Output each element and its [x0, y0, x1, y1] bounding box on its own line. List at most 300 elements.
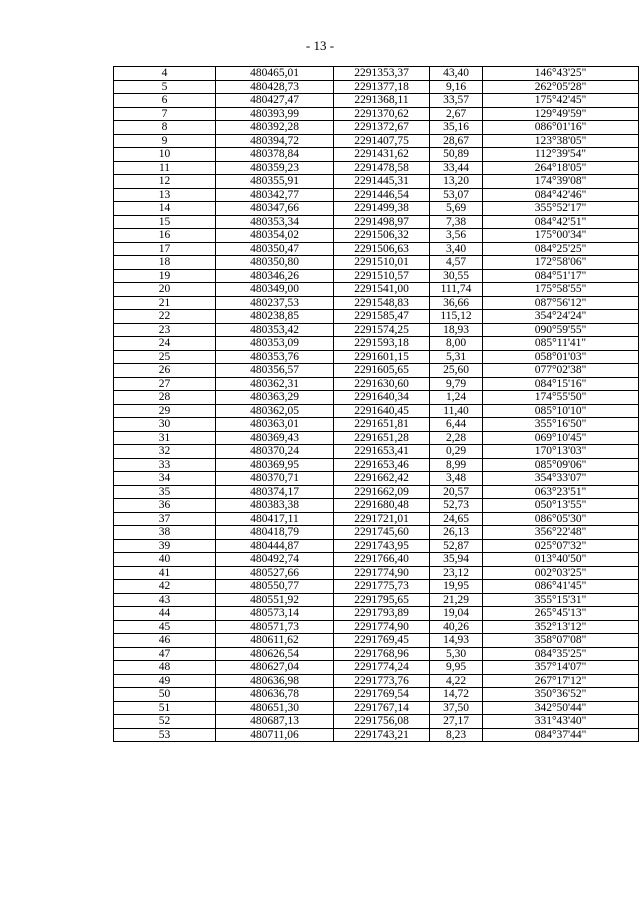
bearing-cell: 129°49'59" — [483, 107, 639, 121]
x-coordinate-cell: 480353,34 — [216, 215, 334, 229]
y-coordinate-cell: 2291767,14 — [334, 701, 430, 715]
bearing-cell: 264°18'05" — [483, 161, 639, 175]
point-number-cell: 46 — [114, 634, 216, 648]
y-coordinate-cell: 2291498,97 — [334, 215, 430, 229]
point-number-cell: 22 — [114, 310, 216, 324]
y-coordinate-cell: 2291431,62 — [334, 148, 430, 162]
y-coordinate-cell: 2291653,46 — [334, 458, 430, 472]
y-coordinate-cell: 2291662,42 — [334, 472, 430, 486]
table-row — [114, 580, 639, 594]
point-number-cell: 31 — [114, 431, 216, 445]
bearing-cell: 085°10'10" — [483, 404, 639, 418]
y-coordinate-cell: 2291372,67 — [334, 121, 430, 135]
point-number-cell: 25 — [114, 350, 216, 364]
x-coordinate-cell: 480359,23 — [216, 161, 334, 175]
bearing-cell: 086°41'45" — [483, 580, 639, 594]
table-row — [114, 674, 639, 688]
bearing-cell: 123°38'05" — [483, 134, 639, 148]
table-row — [114, 404, 639, 418]
point-number-cell: 4 — [114, 67, 216, 81]
y-coordinate-cell: 2291377,18 — [334, 80, 430, 94]
bearing-cell: 013°40'50" — [483, 553, 639, 567]
y-coordinate-cell: 2291653,41 — [334, 445, 430, 459]
x-coordinate-cell: 480356,57 — [216, 364, 334, 378]
point-number-cell: 7 — [114, 107, 216, 121]
x-coordinate-cell: 480444,87 — [216, 539, 334, 553]
distance-cell: 40,26 — [430, 620, 483, 634]
y-coordinate-cell: 2291743,95 — [334, 539, 430, 553]
point-number-cell: 16 — [114, 229, 216, 243]
point-number-cell: 53 — [114, 728, 216, 742]
table-row — [114, 364, 639, 378]
table-row — [114, 485, 639, 499]
distance-cell: 35,16 — [430, 121, 483, 135]
y-coordinate-cell: 2291506,32 — [334, 229, 430, 243]
point-number-cell: 36 — [114, 499, 216, 513]
table-row — [114, 283, 639, 297]
distance-cell: 11,40 — [430, 404, 483, 418]
point-number-cell: 45 — [114, 620, 216, 634]
bearing-cell: 175°42'45" — [483, 94, 639, 108]
y-coordinate-cell: 2291478,58 — [334, 161, 430, 175]
distance-cell: 19,95 — [430, 580, 483, 594]
table-row — [114, 296, 639, 310]
y-coordinate-cell: 2291370,62 — [334, 107, 430, 121]
bearing-cell: 069°10'45" — [483, 431, 639, 445]
x-coordinate-cell: 480354,02 — [216, 229, 334, 243]
point-number-cell: 48 — [114, 661, 216, 675]
distance-cell: 14,72 — [430, 688, 483, 702]
x-coordinate-cell: 480237,53 — [216, 296, 334, 310]
y-coordinate-cell: 2291743,21 — [334, 728, 430, 742]
point-number-cell: 23 — [114, 323, 216, 337]
table-row — [114, 647, 639, 661]
table-row — [114, 661, 639, 675]
table-row — [114, 337, 639, 351]
y-coordinate-cell: 2291773,76 — [334, 674, 430, 688]
x-coordinate-cell: 480627,04 — [216, 661, 334, 675]
y-coordinate-cell: 2291407,75 — [334, 134, 430, 148]
distance-cell: 9,95 — [430, 661, 483, 675]
table-row — [114, 202, 639, 216]
y-coordinate-cell: 2291774,90 — [334, 566, 430, 580]
y-coordinate-cell: 2291795,65 — [334, 593, 430, 607]
y-coordinate-cell: 2291630,60 — [334, 377, 430, 391]
y-coordinate-cell: 2291499,38 — [334, 202, 430, 216]
x-coordinate-cell: 480378,84 — [216, 148, 334, 162]
x-coordinate-cell: 480370,24 — [216, 445, 334, 459]
bearing-cell: 086°05'30" — [483, 512, 639, 526]
y-coordinate-cell: 2291445,31 — [334, 175, 430, 189]
x-coordinate-cell: 480550,77 — [216, 580, 334, 594]
y-coordinate-cell: 2291541,00 — [334, 283, 430, 297]
point-number-cell: 40 — [114, 553, 216, 567]
x-coordinate-cell: 480363,01 — [216, 418, 334, 432]
x-coordinate-cell: 480711,06 — [216, 728, 334, 742]
table-row — [114, 377, 639, 391]
bearing-cell: 050°13'55" — [483, 499, 639, 513]
x-coordinate-cell: 480370,71 — [216, 472, 334, 486]
x-coordinate-cell: 480527,66 — [216, 566, 334, 580]
table-row — [114, 94, 639, 108]
table-row — [114, 121, 639, 135]
table-row — [114, 458, 639, 472]
point-number-cell: 20 — [114, 283, 216, 297]
y-coordinate-cell: 2291640,34 — [334, 391, 430, 405]
distance-cell: 24,65 — [430, 512, 483, 526]
x-coordinate-cell: 480362,31 — [216, 377, 334, 391]
table-row — [114, 107, 639, 121]
bearing-cell: 354°24'24" — [483, 310, 639, 324]
x-coordinate-cell: 480355,91 — [216, 175, 334, 189]
bearing-cell: 262°05'28" — [483, 80, 639, 94]
table-row — [114, 472, 639, 486]
distance-cell: 9,79 — [430, 377, 483, 391]
x-coordinate-cell: 480353,09 — [216, 337, 334, 351]
bearing-cell: 354°33'07" — [483, 472, 639, 486]
bearing-cell: 085°11'41" — [483, 337, 639, 351]
y-coordinate-cell: 2291774,90 — [334, 620, 430, 634]
distance-cell: 8,99 — [430, 458, 483, 472]
y-coordinate-cell: 2291446,54 — [334, 188, 430, 202]
bearing-cell: 358°07'08" — [483, 634, 639, 648]
bearing-cell: 265°45'13" — [483, 607, 639, 621]
y-coordinate-cell: 2291651,28 — [334, 431, 430, 445]
bearing-cell: 174°39'08" — [483, 175, 639, 189]
distance-cell: 6,44 — [430, 418, 483, 432]
table-row — [114, 620, 639, 634]
table-row — [114, 256, 639, 270]
distance-cell: 14,93 — [430, 634, 483, 648]
distance-cell: 37,50 — [430, 701, 483, 715]
distance-cell: 3,40 — [430, 242, 483, 256]
x-coordinate-cell: 480573,14 — [216, 607, 334, 621]
table-row — [114, 593, 639, 607]
x-coordinate-cell: 480350,80 — [216, 256, 334, 270]
distance-cell: 4,57 — [430, 256, 483, 270]
distance-cell: 21,29 — [430, 593, 483, 607]
point-number-cell: 6 — [114, 94, 216, 108]
bearing-cell: 170°13'03" — [483, 445, 639, 459]
x-coordinate-cell: 480342,77 — [216, 188, 334, 202]
distance-cell: 27,17 — [430, 715, 483, 729]
x-coordinate-cell: 480465,01 — [216, 67, 334, 81]
bearing-cell: 084°35'25" — [483, 647, 639, 661]
x-coordinate-cell: 480353,42 — [216, 323, 334, 337]
x-coordinate-cell: 480427,47 — [216, 94, 334, 108]
x-coordinate-cell: 480418,79 — [216, 526, 334, 540]
distance-cell: 2,28 — [430, 431, 483, 445]
point-number-cell: 49 — [114, 674, 216, 688]
bearing-cell: 084°51'17" — [483, 269, 639, 283]
x-coordinate-cell: 480571,73 — [216, 620, 334, 634]
y-coordinate-cell: 2291651,81 — [334, 418, 430, 432]
bearing-cell: 086°01'16" — [483, 121, 639, 135]
bearing-cell: 077°02'38" — [483, 364, 639, 378]
y-coordinate-cell: 2291605,65 — [334, 364, 430, 378]
point-number-cell: 30 — [114, 418, 216, 432]
table-row — [114, 67, 639, 81]
bearing-cell: 146°43'25" — [483, 67, 639, 81]
y-coordinate-cell: 2291353,37 — [334, 67, 430, 81]
distance-cell: 26,13 — [430, 526, 483, 540]
x-coordinate-cell: 480417,11 — [216, 512, 334, 526]
distance-cell: 115,12 — [430, 310, 483, 324]
table-row — [114, 418, 639, 432]
distance-cell: 2,67 — [430, 107, 483, 121]
point-number-cell: 47 — [114, 647, 216, 661]
point-number-cell: 39 — [114, 539, 216, 553]
distance-cell: 0,29 — [430, 445, 483, 459]
point-number-cell: 52 — [114, 715, 216, 729]
x-coordinate-cell: 480651,30 — [216, 701, 334, 715]
y-coordinate-cell: 2291510,01 — [334, 256, 430, 270]
distance-cell: 1,24 — [430, 391, 483, 405]
bearing-cell: 084°42'46" — [483, 188, 639, 202]
bearing-cell: 342°50'44" — [483, 701, 639, 715]
distance-cell: 3,48 — [430, 472, 483, 486]
x-coordinate-cell: 480350,47 — [216, 242, 334, 256]
distance-cell: 25,60 — [430, 364, 483, 378]
point-number-cell: 26 — [114, 364, 216, 378]
x-coordinate-cell: 480347,66 — [216, 202, 334, 216]
bearing-cell: 084°42'51" — [483, 215, 639, 229]
x-coordinate-cell: 480362,05 — [216, 404, 334, 418]
distance-cell: 19,04 — [430, 607, 483, 621]
distance-cell: 13,20 — [430, 175, 483, 189]
x-coordinate-cell: 480394,72 — [216, 134, 334, 148]
distance-cell: 53,07 — [430, 188, 483, 202]
table-row — [114, 215, 639, 229]
distance-cell: 18,93 — [430, 323, 483, 337]
table-row — [114, 499, 639, 513]
x-coordinate-cell: 480369,95 — [216, 458, 334, 472]
distance-cell: 20,57 — [430, 485, 483, 499]
distance-cell: 23,12 — [430, 566, 483, 580]
distance-cell: 7,38 — [430, 215, 483, 229]
x-coordinate-cell: 480369,43 — [216, 431, 334, 445]
bearing-cell: 085°09'06" — [483, 458, 639, 472]
point-number-cell: 24 — [114, 337, 216, 351]
point-number-cell: 13 — [114, 188, 216, 202]
table-row — [114, 607, 639, 621]
table-row — [114, 310, 639, 324]
bearing-cell: 084°15'16" — [483, 377, 639, 391]
table-row — [114, 728, 639, 742]
bearing-cell: 087°56'12" — [483, 296, 639, 310]
point-number-cell: 9 — [114, 134, 216, 148]
coordinates-table-container — [113, 66, 639, 742]
point-number-cell: 33 — [114, 458, 216, 472]
distance-cell: 35,94 — [430, 553, 483, 567]
x-coordinate-cell: 480363,29 — [216, 391, 334, 405]
table-row — [114, 80, 639, 94]
table-row — [114, 134, 639, 148]
point-number-cell: 50 — [114, 688, 216, 702]
bearing-cell: 084°25'25" — [483, 242, 639, 256]
bearing-cell: 352°13'12" — [483, 620, 639, 634]
table-row — [114, 715, 639, 729]
point-number-cell: 8 — [114, 121, 216, 135]
x-coordinate-cell: 480392,28 — [216, 121, 334, 135]
distance-cell: 50,89 — [430, 148, 483, 162]
y-coordinate-cell: 2291510,57 — [334, 269, 430, 283]
distance-cell: 28,67 — [430, 134, 483, 148]
point-number-cell: 17 — [114, 242, 216, 256]
y-coordinate-cell: 2291506,63 — [334, 242, 430, 256]
table-row — [114, 526, 639, 540]
y-coordinate-cell: 2291756,08 — [334, 715, 430, 729]
bearing-cell: 355°16'50" — [483, 418, 639, 432]
bearing-cell: 175°58'55" — [483, 283, 639, 297]
bearing-cell: 174°55'50" — [483, 391, 639, 405]
distance-cell: 5,69 — [430, 202, 483, 216]
table-body — [114, 67, 639, 742]
table-row — [114, 701, 639, 715]
bearing-cell: 331°43'40" — [483, 715, 639, 729]
y-coordinate-cell: 2291574,25 — [334, 323, 430, 337]
table-row — [114, 431, 639, 445]
table-row — [114, 391, 639, 405]
distance-cell: 36,66 — [430, 296, 483, 310]
point-number-cell: 12 — [114, 175, 216, 189]
table-row — [114, 269, 639, 283]
distance-cell: 43,40 — [430, 67, 483, 81]
table-row — [114, 161, 639, 175]
point-number-cell: 41 — [114, 566, 216, 580]
page-number: - 13 - — [305, 38, 335, 53]
bearing-cell: 025°07'32" — [483, 539, 639, 553]
table-row — [114, 148, 639, 162]
bearing-cell: 357°14'07" — [483, 661, 639, 675]
x-coordinate-cell: 480636,78 — [216, 688, 334, 702]
y-coordinate-cell: 2291593,18 — [334, 337, 430, 351]
y-coordinate-cell: 2291640,45 — [334, 404, 430, 418]
point-number-cell: 38 — [114, 526, 216, 540]
y-coordinate-cell: 2291793,89 — [334, 607, 430, 621]
table-row — [114, 539, 639, 553]
distance-cell: 8,23 — [430, 728, 483, 742]
x-coordinate-cell: 480349,00 — [216, 283, 334, 297]
point-number-cell: 42 — [114, 580, 216, 594]
y-coordinate-cell: 2291769,45 — [334, 634, 430, 648]
point-number-cell: 29 — [114, 404, 216, 418]
y-coordinate-cell: 2291768,96 — [334, 647, 430, 661]
bearing-cell: 002°03'25" — [483, 566, 639, 580]
table-row — [114, 445, 639, 459]
bearing-cell: 084°37'44" — [483, 728, 639, 742]
distance-cell: 52,87 — [430, 539, 483, 553]
x-coordinate-cell: 480383,38 — [216, 499, 334, 513]
table-row — [114, 242, 639, 256]
table-row — [114, 188, 639, 202]
table-row — [114, 688, 639, 702]
y-coordinate-cell: 2291585,47 — [334, 310, 430, 324]
bearing-cell: 090°59'55" — [483, 323, 639, 337]
y-coordinate-cell: 2291548,83 — [334, 296, 430, 310]
y-coordinate-cell: 2291601,15 — [334, 350, 430, 364]
bearing-cell: 063°23'51" — [483, 485, 639, 499]
x-coordinate-cell: 480611,62 — [216, 634, 334, 648]
table-row — [114, 566, 639, 580]
bearing-cell: 355°15'31" — [483, 593, 639, 607]
bearing-cell: 112°39'54" — [483, 148, 639, 162]
point-number-cell: 19 — [114, 269, 216, 283]
x-coordinate-cell: 480687,13 — [216, 715, 334, 729]
table-row — [114, 634, 639, 648]
point-number-cell: 14 — [114, 202, 216, 216]
x-coordinate-cell: 480346,26 — [216, 269, 334, 283]
point-number-cell: 18 — [114, 256, 216, 270]
table-row — [114, 350, 639, 364]
y-coordinate-cell: 2291721,01 — [334, 512, 430, 526]
distance-cell: 8,00 — [430, 337, 483, 351]
point-number-cell: 28 — [114, 391, 216, 405]
x-coordinate-cell: 480374,17 — [216, 485, 334, 499]
table-row — [114, 229, 639, 243]
y-coordinate-cell: 2291769,54 — [334, 688, 430, 702]
y-coordinate-cell: 2291662,09 — [334, 485, 430, 499]
x-coordinate-cell: 480353,76 — [216, 350, 334, 364]
point-number-cell: 51 — [114, 701, 216, 715]
point-number-cell: 11 — [114, 161, 216, 175]
point-number-cell: 32 — [114, 445, 216, 459]
x-coordinate-cell: 480428,73 — [216, 80, 334, 94]
bearing-cell: 350°36'52" — [483, 688, 639, 702]
x-coordinate-cell: 480636,98 — [216, 674, 334, 688]
distance-cell: 5,31 — [430, 350, 483, 364]
bearing-cell: 356°22'48" — [483, 526, 639, 540]
point-number-cell: 10 — [114, 148, 216, 162]
point-number-cell: 27 — [114, 377, 216, 391]
x-coordinate-cell: 480238,85 — [216, 310, 334, 324]
y-coordinate-cell: 2291766,40 — [334, 553, 430, 567]
distance-cell: 9,16 — [430, 80, 483, 94]
point-number-cell: 43 — [114, 593, 216, 607]
distance-cell: 5,30 — [430, 647, 483, 661]
coordinates-table — [113, 66, 639, 742]
point-number-cell: 35 — [114, 485, 216, 499]
distance-cell: 52,73 — [430, 499, 483, 513]
bearing-cell: 355°52'17" — [483, 202, 639, 216]
distance-cell: 33,57 — [430, 94, 483, 108]
x-coordinate-cell: 480492,74 — [216, 553, 334, 567]
distance-cell: 33,44 — [430, 161, 483, 175]
bearing-cell: 172°58'06" — [483, 256, 639, 270]
distance-cell: 111,74 — [430, 283, 483, 297]
table-row — [114, 323, 639, 337]
table-row — [114, 175, 639, 189]
point-number-cell: 34 — [114, 472, 216, 486]
distance-cell: 4,22 — [430, 674, 483, 688]
distance-cell: 3,56 — [430, 229, 483, 243]
y-coordinate-cell: 2291745,60 — [334, 526, 430, 540]
bearing-cell: 267°17'12" — [483, 674, 639, 688]
point-number-cell: 44 — [114, 607, 216, 621]
y-coordinate-cell: 2291774,24 — [334, 661, 430, 675]
y-coordinate-cell: 2291368,11 — [334, 94, 430, 108]
x-coordinate-cell: 480393,99 — [216, 107, 334, 121]
bearing-cell: 175°00'34" — [483, 229, 639, 243]
x-coordinate-cell: 480551,92 — [216, 593, 334, 607]
y-coordinate-cell: 2291775,73 — [334, 580, 430, 594]
point-number-cell: 5 — [114, 80, 216, 94]
bearing-cell: 058°01'03" — [483, 350, 639, 364]
table-row — [114, 512, 639, 526]
x-coordinate-cell: 480626,54 — [216, 647, 334, 661]
table-row — [114, 553, 639, 567]
point-number-cell: 21 — [114, 296, 216, 310]
